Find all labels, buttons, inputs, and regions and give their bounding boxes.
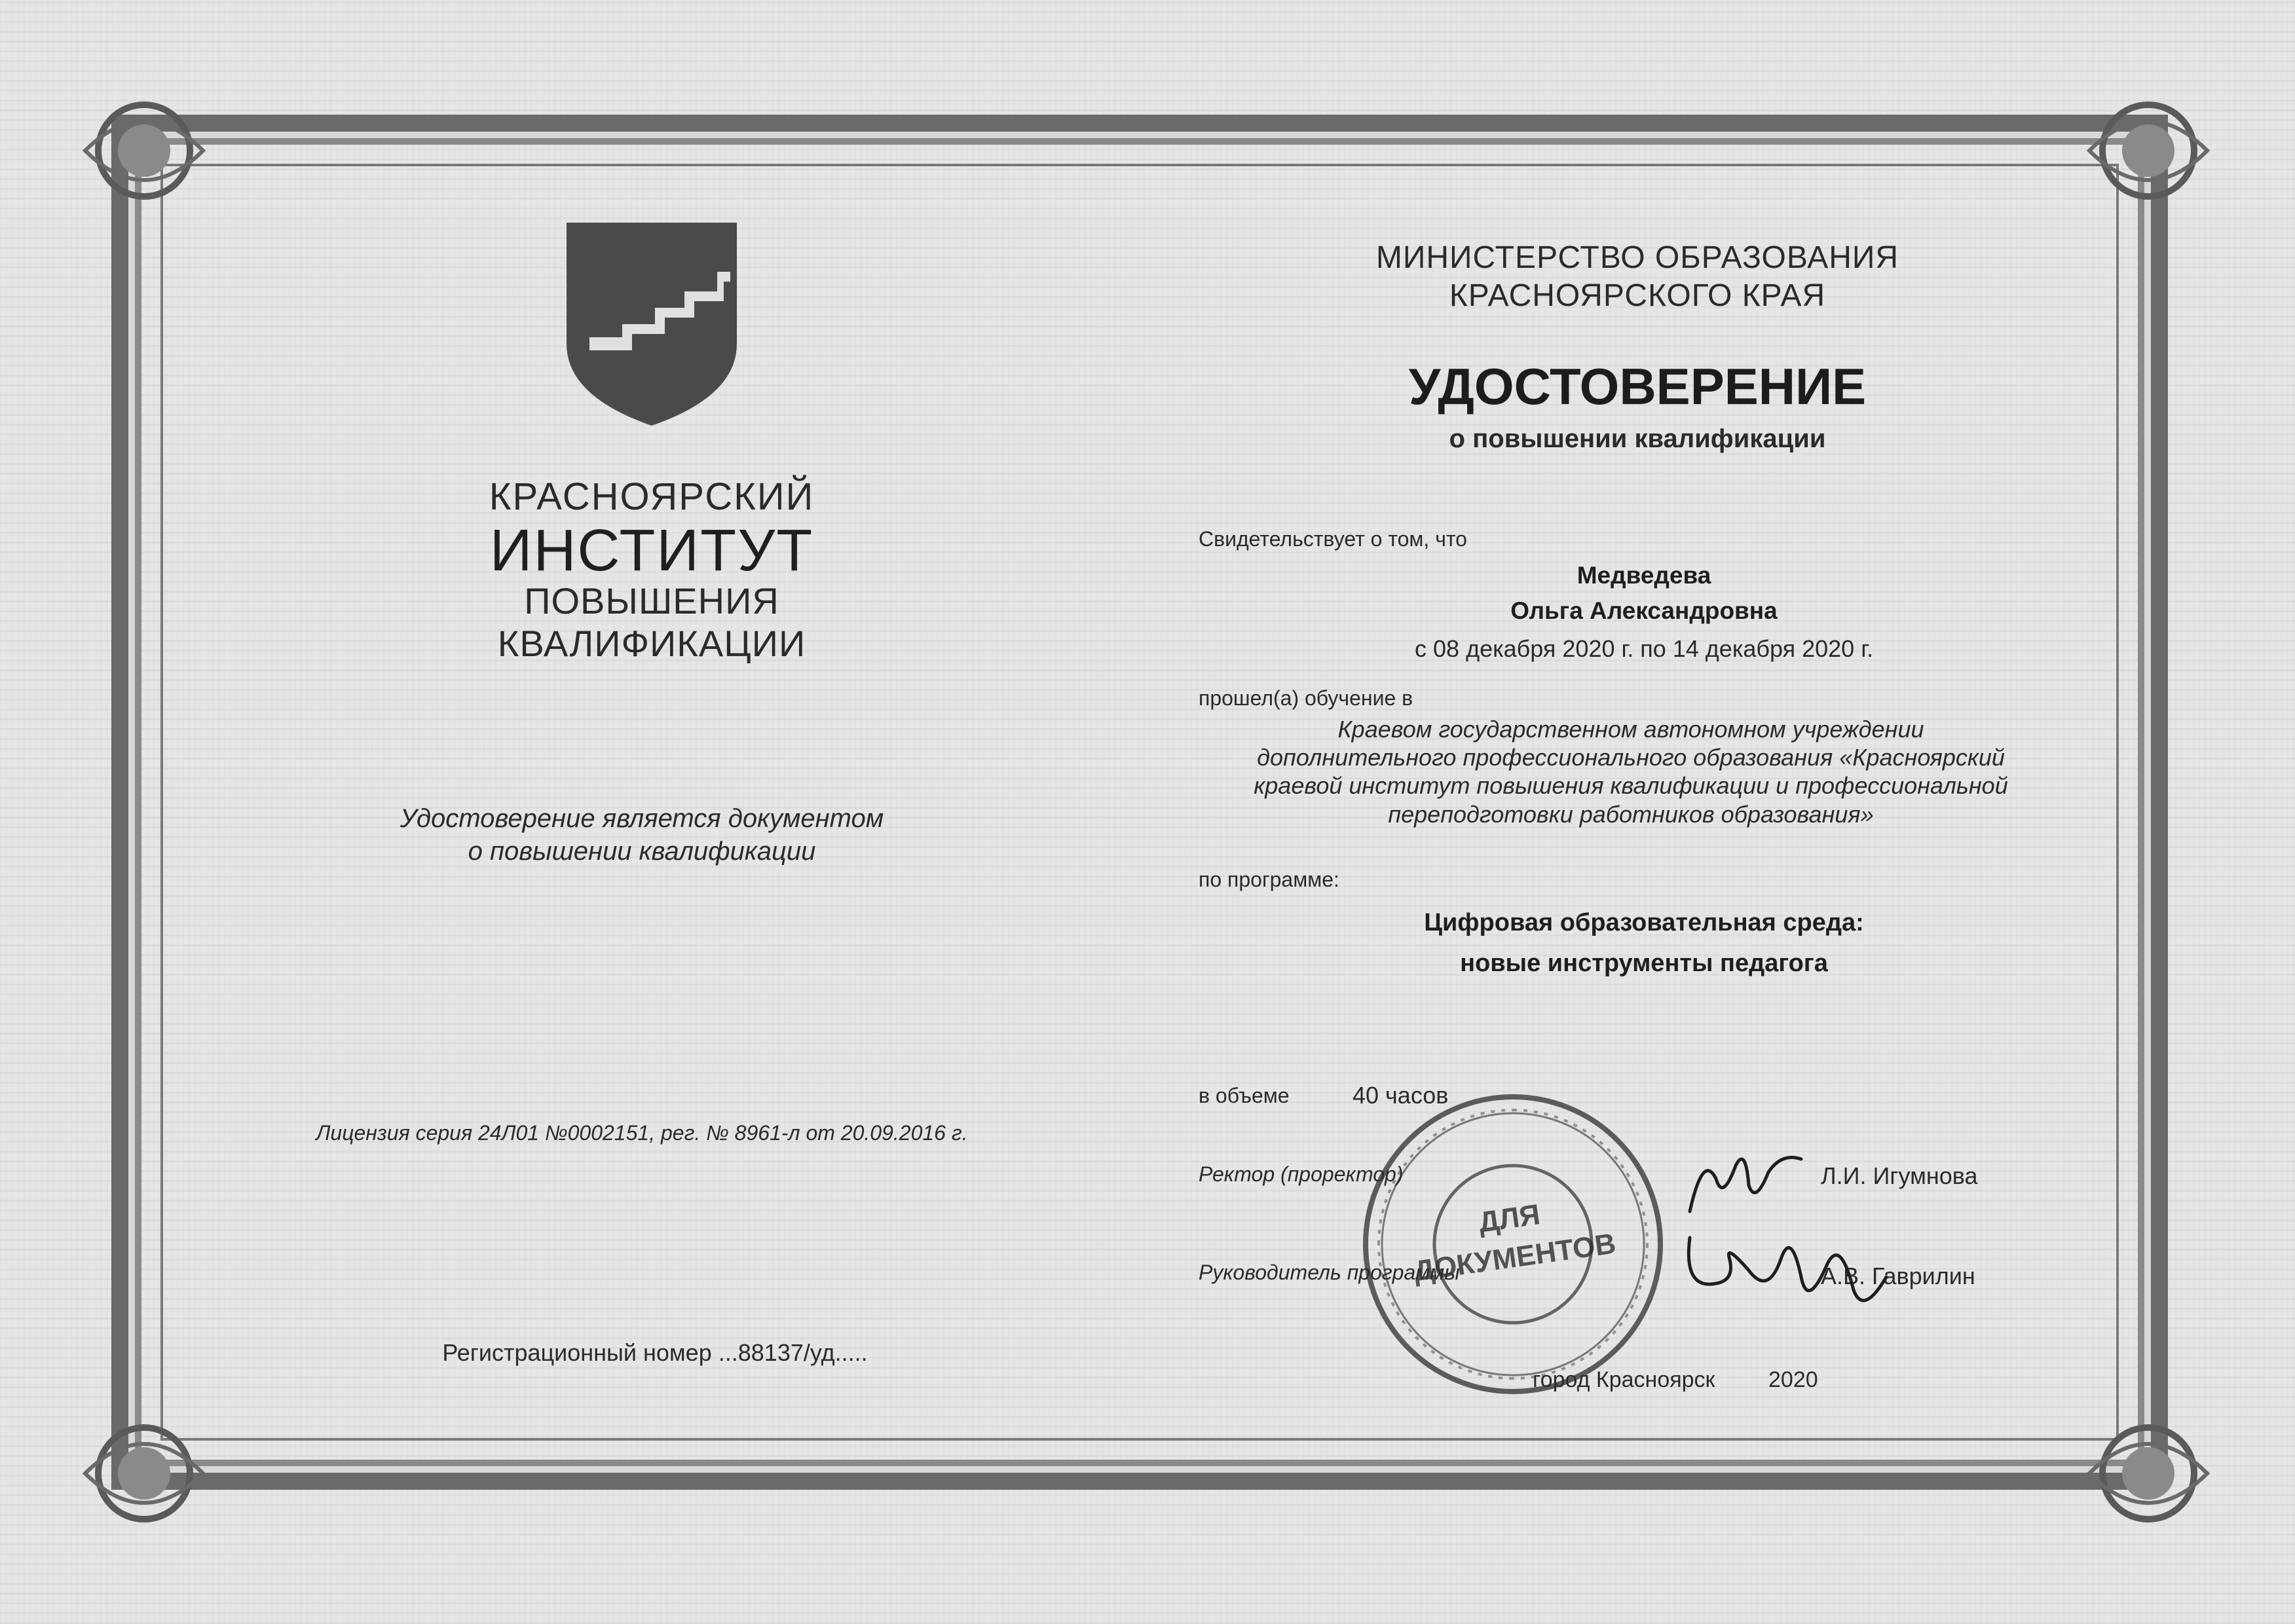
institute-name-line1: КРАСНОЯРСКИЙ bbox=[489, 475, 815, 518]
recipient-surname: Медведева bbox=[1577, 562, 1711, 589]
institute-name-line4: КВАЛИФИКАЦИИ bbox=[497, 623, 806, 664]
ministry-name bbox=[1284, 239, 1991, 314]
institution-line-2: дополнительного профессионального образования «Красноярский bbox=[1257, 744, 2005, 771]
institution-name bbox=[1185, 715, 2076, 828]
program-label: по программе: bbox=[1199, 868, 1339, 891]
issue-city: город Красноярск bbox=[1533, 1367, 1715, 1392]
recipient-given-names: Ольга Александровна bbox=[1510, 597, 1778, 624]
document-status-note bbox=[314, 802, 969, 868]
certificate-title: УДОСТОВЕРЕНИЕ bbox=[1408, 358, 1867, 415]
corner-ornament-top-right-icon bbox=[2076, 79, 2220, 223]
corner-ornament-top-left-icon bbox=[72, 79, 216, 223]
program-head-label: Руководитель программы bbox=[1199, 1261, 1460, 1284]
trained-label: прошел(а) обучение в bbox=[1199, 686, 1413, 710]
rector-label: Ректор (проректор) bbox=[1199, 1162, 1404, 1186]
corner-ornament-bottom-right-icon bbox=[2076, 1401, 2220, 1545]
license-info: Лицензия серия 24Л01 №0002151, рег. № 8961-л от 20.09.2016 г. bbox=[316, 1121, 968, 1145]
institution-line-3: краевой институт повышения квалификации и профессиональной bbox=[1254, 772, 2008, 800]
program-head-signature-icon bbox=[1677, 1218, 1893, 1323]
training-period: с 08 декабря 2020 г. по 14 декабря 2020 г. bbox=[1415, 635, 1873, 662]
program-head-name: А.В. Гаврилин bbox=[1821, 1263, 1975, 1289]
registration-number-value: 88137/уд..... bbox=[737, 1339, 868, 1366]
institution-line-4: переподготовки работников образования» bbox=[1388, 800, 1874, 828]
program-title-line2: новые инструменты педагога bbox=[1460, 950, 1828, 977]
rector-name: Л.И. Игумнова bbox=[1821, 1162, 1978, 1189]
institute-emblem-icon bbox=[563, 219, 740, 429]
program-title-line1: Цифровая образовательная среда: bbox=[1424, 909, 1864, 936]
institute-name-line3: ПОВЫШЕНИЯ bbox=[524, 580, 779, 621]
volume-label: в объеме bbox=[1199, 1084, 1290, 1107]
note-line-2: о повышении квалификации bbox=[468, 837, 816, 866]
certificate-subtitle: о повышении квалификации bbox=[1449, 424, 1826, 453]
volume-value: 40 часов bbox=[1353, 1082, 1449, 1109]
ministry-line-2: КРАСНОЯРСКОГО КРАЯ bbox=[1449, 278, 1826, 313]
registration-label: Регистрационный номер ... bbox=[442, 1339, 738, 1366]
rector-signature-icon bbox=[1683, 1139, 1808, 1225]
registration-number bbox=[393, 1339, 917, 1367]
issue-year: 2020 bbox=[1768, 1367, 1818, 1392]
testify-label: Свидетельствует о том, что bbox=[1199, 527, 1467, 551]
institute-name-line2: ИНСТИТУТ bbox=[489, 518, 814, 583]
corner-ornament-bottom-left-icon bbox=[72, 1401, 216, 1545]
note-line-1: Удостоверение является документом bbox=[400, 804, 884, 833]
seal-center-line1: ДЛЯ bbox=[1476, 1198, 1542, 1239]
institution-line-1: Краевом государственном автономном учреждении bbox=[1337, 716, 1924, 743]
seal-center-line2: ДОКУМЕНТОВ bbox=[1411, 1227, 1618, 1288]
round-seal-icon bbox=[1356, 1087, 1670, 1401]
ministry-line-1: МИНИСТЕРСТВО ОБРАЗОВАНИЯ bbox=[1375, 240, 1899, 275]
